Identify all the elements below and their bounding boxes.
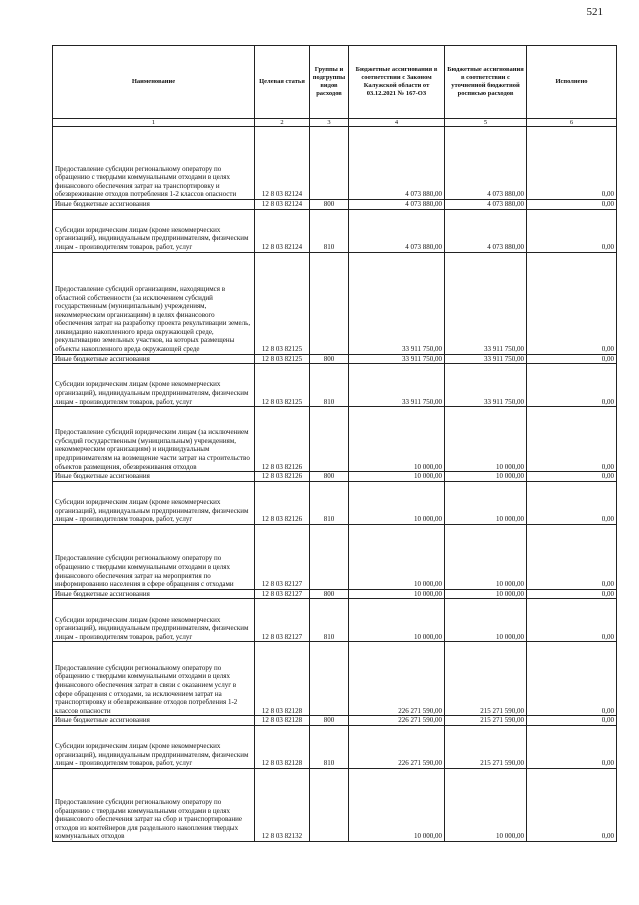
page-number: 521 — [586, 6, 603, 18]
table-cell-executed: 0,00 — [527, 725, 617, 768]
table-cell-executed: 0,00 — [527, 472, 617, 482]
table-cell-refined-allocation: 10 000,00 — [445, 768, 527, 841]
table-cell-refined-allocation: 10 000,00 — [445, 407, 527, 472]
table-cell-expense-group — [310, 768, 349, 841]
table-row — [53, 472, 617, 482]
table-cell-target-article: 12 8 03 82127 — [255, 599, 310, 642]
table-cell-expense-group — [310, 127, 349, 200]
table-cell-refined-allocation: 10 000,00 — [445, 589, 527, 599]
table-cell-name: Иные бюджетные ассигнования — [53, 354, 255, 364]
column-header-executed: Исполнено — [527, 46, 617, 119]
table-cell-target-article: 12 8 03 82124 — [255, 200, 310, 210]
table-cell-target-article: 12 8 03 82124 — [255, 127, 310, 200]
table-cell-executed: 0,00 — [527, 209, 617, 252]
column-number: 1 — [53, 119, 255, 127]
column-number: 5 — [445, 119, 527, 127]
table-cell-refined-allocation: 215 271 590,00 — [445, 716, 527, 726]
table-cell-expense-group: 810 — [310, 209, 349, 252]
table-cell-law-allocation: 10 000,00 — [349, 768, 445, 841]
table-cell-target-article: 12 8 03 82132 — [255, 768, 310, 841]
table-cell-expense-group: 800 — [310, 589, 349, 599]
column-number: 4 — [349, 119, 445, 127]
column-header-expense-group: Группы и подгруппы видов расходов — [310, 46, 349, 119]
table-cell-executed: 0,00 — [527, 252, 617, 354]
column-header-target-article: Целевая статья — [255, 46, 310, 119]
table-cell-target-article: 12 8 03 82127 — [255, 524, 310, 589]
table-cell-name: Иные бюджетные ассигнования — [53, 200, 255, 210]
table-cell-law-allocation: 10 000,00 — [349, 472, 445, 482]
column-number: 3 — [310, 119, 349, 127]
table-cell-name: Субсидии юридическим лицам (кроме некоммерческих организаций), индивидуальным предпринимателям, физическим лицам - производителям товаров, работ, услуг — [53, 364, 255, 407]
table-cell-name: Предоставление субсидии региональному оператору по обращению с твердыми коммунальными отходами в целях финансового обеспечения затрат на мероприятия по информированию населения в сфере обращения с отходами — [53, 524, 255, 589]
table-cell-name: Предоставление субсидий юридическим лицам (за исключением субсидий государственным (муниципальным) учреждениям, некоммерческим организациям) и индивидуальным предпринимателям на возмещение части затрат на строительство объектов размещения, обезвреживания отходов — [53, 407, 255, 472]
header-row — [53, 46, 617, 119]
table-row — [53, 252, 617, 354]
table-cell-name: Иные бюджетные ассигнования — [53, 472, 255, 482]
table-cell-law-allocation: 10 000,00 — [349, 524, 445, 589]
table-cell-executed: 0,00 — [527, 524, 617, 589]
table-cell-name: Предоставление субсидий организациям, находящимся в областной собственности (за исключением субсидий государственным (муниципальным) учреждениям, некоммерческим организациям) в целях финансового обеспечения затрат на разработку проекта рекультивации земель, ликвидацию накопленного вреда окружающей среде, рекультивацию земельных участков, на которых размещены объекты накопленного вреда окружающей среде — [53, 252, 255, 354]
table-row — [53, 589, 617, 599]
table-row — [53, 642, 617, 716]
table-cell-target-article: 12 8 03 82126 — [255, 472, 310, 482]
table-cell-target-article: 12 8 03 82124 — [255, 209, 310, 252]
table-cell-refined-allocation: 33 911 750,00 — [445, 364, 527, 407]
table-cell-law-allocation: 226 271 590,00 — [349, 725, 445, 768]
table-cell-refined-allocation: 4 073 880,00 — [445, 200, 527, 210]
table-cell-law-allocation: 10 000,00 — [349, 599, 445, 642]
column-number: 2 — [255, 119, 310, 127]
table-cell-refined-allocation: 10 000,00 — [445, 472, 527, 482]
table-cell-expense-group: 800 — [310, 200, 349, 210]
table-cell-law-allocation: 10 000,00 — [349, 589, 445, 599]
table-cell-law-allocation: 10 000,00 — [349, 481, 445, 524]
table-cell-expense-group: 800 — [310, 716, 349, 726]
table-cell-expense-group: 810 — [310, 599, 349, 642]
table-row — [53, 407, 617, 472]
table-cell-refined-allocation: 10 000,00 — [445, 481, 527, 524]
table-cell-executed: 0,00 — [527, 364, 617, 407]
table-cell-refined-allocation: 10 000,00 — [445, 599, 527, 642]
table-cell-name: Иные бюджетные ассигнования — [53, 716, 255, 726]
table-cell-refined-allocation: 4 073 880,00 — [445, 127, 527, 200]
table-cell-executed: 0,00 — [527, 589, 617, 599]
table-cell-executed: 0,00 — [527, 642, 617, 716]
table-cell-target-article: 12 8 03 82127 — [255, 589, 310, 599]
table-cell-refined-allocation: 215 271 590,00 — [445, 642, 527, 716]
table-cell-law-allocation: 226 271 590,00 — [349, 716, 445, 726]
table-cell-expense-group — [310, 252, 349, 354]
table-cell-name: Субсидии юридическим лицам (кроме некоммерческих организаций), индивидуальным предпринимателям, физическим лицам - производителям товаров, работ, услуг — [53, 481, 255, 524]
table-row — [53, 524, 617, 589]
table-row — [53, 127, 617, 200]
table-cell-executed: 0,00 — [527, 599, 617, 642]
table-cell-expense-group — [310, 642, 349, 716]
table-row — [53, 725, 617, 768]
table-cell-law-allocation: 4 073 880,00 — [349, 209, 445, 252]
table-cell-executed: 0,00 — [527, 481, 617, 524]
table-row — [53, 599, 617, 642]
table-cell-refined-allocation: 4 073 880,00 — [445, 209, 527, 252]
table-cell-target-article: 12 8 03 82128 — [255, 725, 310, 768]
table-cell-target-article: 12 8 03 82128 — [255, 642, 310, 716]
table-cell-expense-group: 800 — [310, 354, 349, 364]
table-cell-target-article: 12 8 03 82125 — [255, 364, 310, 407]
table-row — [53, 481, 617, 524]
table-row — [53, 354, 617, 364]
budget-table — [52, 45, 617, 842]
table-cell-expense-group — [310, 407, 349, 472]
table-cell-expense-group: 800 — [310, 472, 349, 482]
table-cell-target-article: 12 8 03 82126 — [255, 407, 310, 472]
table-cell-executed: 0,00 — [527, 200, 617, 210]
table-cell-executed: 0,00 — [527, 716, 617, 726]
column-header-name: Наименование — [53, 46, 255, 119]
table-row — [53, 768, 617, 841]
column-header-refined-allocations: Бюджетные ассигнования в соответствии с уточненной бюджетной росписью расходов — [445, 46, 527, 119]
table-cell-executed: 0,00 — [527, 768, 617, 841]
table-cell-refined-allocation: 10 000,00 — [445, 524, 527, 589]
table-cell-law-allocation: 4 073 880,00 — [349, 200, 445, 210]
table-cell-law-allocation: 33 911 750,00 — [349, 354, 445, 364]
table-cell-name: Субсидии юридическим лицам (кроме некоммерческих организаций), индивидуальным предпринимателям, физическим лицам - производителям товаров, работ, услуг — [53, 725, 255, 768]
table-cell-name: Субсидии юридическим лицам (кроме некоммерческих организаций), индивидуальным предпринимателям, физическим лицам - производителям товаров, работ, услуг — [53, 599, 255, 642]
table-cell-name: Субсидии юридическим лицам (кроме некоммерческих организаций), индивидуальным предпринимателям, физическим лицам - производителям товаров, работ, услуг — [53, 209, 255, 252]
table-cell-name: Предоставление субсидии региональному оператору по обращению с твердыми коммунальными отходами в целях финансового обеспечения затрат на транспортировку и обезвреживание отходов потребления 1-2 классов опасности — [53, 127, 255, 200]
table-cell-target-article: 12 8 03 82125 — [255, 354, 310, 364]
table-cell-expense-group — [310, 524, 349, 589]
column-number-row — [53, 119, 617, 127]
table-cell-executed: 0,00 — [527, 354, 617, 364]
table-cell-executed: 0,00 — [527, 407, 617, 472]
table-cell-law-allocation: 33 911 750,00 — [349, 364, 445, 407]
table-cell-refined-allocation: 33 911 750,00 — [445, 354, 527, 364]
table-cell-name: Предоставление субсидии региональному оператору по обращению с твердыми коммунальными отходами в целях финансового обеспечения затрат на сбор и транспортирование отходов из контейнеров для раздельного накопления твердых коммунальных отходов — [53, 768, 255, 841]
table-row — [53, 364, 617, 407]
table-cell-refined-allocation: 215 271 590,00 — [445, 725, 527, 768]
table-cell-target-article: 12 8 03 82126 — [255, 481, 310, 524]
column-number: 6 — [527, 119, 617, 127]
table-cell-law-allocation: 33 911 750,00 — [349, 252, 445, 354]
table-cell-expense-group: 810 — [310, 481, 349, 524]
table-cell-law-allocation: 4 073 880,00 — [349, 127, 445, 200]
table-cell-law-allocation: 10 000,00 — [349, 407, 445, 472]
table-row — [53, 200, 617, 210]
table-row — [53, 209, 617, 252]
table-cell-expense-group: 810 — [310, 364, 349, 407]
table-cell-target-article: 12 8 03 82125 — [255, 252, 310, 354]
table-cell-executed: 0,00 — [527, 127, 617, 200]
column-header-law-allocations: Бюджетные ассигнования в соответствии с Законом Калужской области от 03.12.2021 № 167-ОЗ — [349, 46, 445, 119]
table-cell-name: Иные бюджетные ассигнования — [53, 589, 255, 599]
table-cell-refined-allocation: 33 911 750,00 — [445, 252, 527, 354]
table-cell-name: Предоставление субсидии региональному оператору по обращению с твердыми коммунальными отходами в целях финансового обеспечения затрат в связи с оказанием услуг в сфере обращения с отходами, за исключением затрат на транспортировку и обезвреживание отходов потребления 1-2 классов опасности — [53, 642, 255, 716]
table-cell-expense-group: 810 — [310, 725, 349, 768]
table-cell-target-article: 12 8 03 82128 — [255, 716, 310, 726]
table-cell-law-allocation: 226 271 590,00 — [349, 642, 445, 716]
table-row — [53, 716, 617, 726]
